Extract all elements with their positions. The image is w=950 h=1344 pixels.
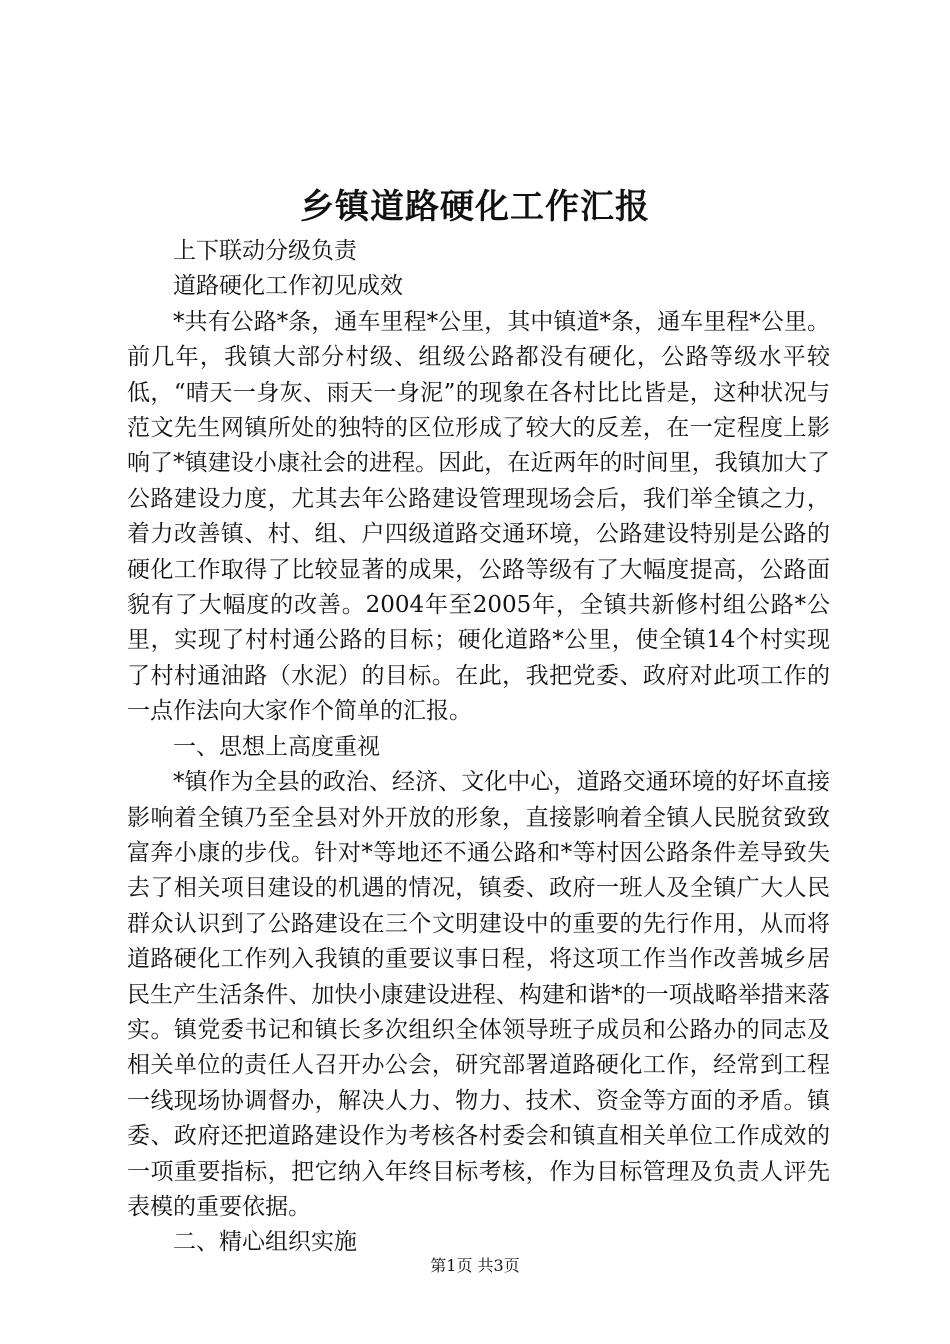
subtitle-line-1: 上下联动分级负责 (173, 238, 357, 264)
document-title: 乡镇道路硬化工作汇报 (300, 187, 650, 227)
page-footer: 第1页 共3页 (430, 1256, 520, 1275)
paragraph-intro: *共有公路*条，通车里程*公里，其中镇道*条，通车里程*公里。前几年，我镇大部分村级、组级公路都没有硬化，公路等级水平较低，“晴天一身灰、雨天一身泥”的现象在各村比比皆是，这种状况与范文先生网镇所处的独特的区位形成了较大的反差，在一定程度上影响了*镇建设小康社会的进程。因此，在近两年的时间里，我镇加大了公路建设力度，尤其去年公路建设管理现场会后，我们举全镇之力，着力改善镇、村、组、户四级道路交通环境，公路建设特别是公路的硬化工作取得了比较显著的成果，公路等级有了大幅度提高，公路面貌有了大幅度的改善。2004年至2005年，全镇共新修村组公路*公里，实现了村村通公路的目标；硬化道路*公里，使全镇14个村实现了村村通油路（水泥）的目标。在此，我把党委、政府对此项工作的一点作法向大家作个简单的汇报。 (127, 308, 830, 725)
section-heading-1: 一、思想上高度重视 (173, 733, 380, 760)
document-body (127, 234, 830, 1261)
section-heading-2: 二、精心组织实施 (173, 1229, 357, 1256)
paragraph-section-1: *镇作为全县的政治、经济、文化中心，道路交通环境的好坏直接影响着全镇乃至全县对外开放的形象，直接影响着全镇人民脱贫致致富奔小康的步伐。针对*等地还不通公路和*等村因公路条件差导致失去了相关项目建设的机遇的情况，镇委、政府一班人及全镇广大人民群众认识到了公路建设在三个文明建设中的重要的先行作用，从而将道路硬化工作列入我镇的重要议事日程，将这项工作当作改善城乡居民生产生活条件、加快小康建设进程、构建和谐*的一项战略举措来落实。镇党委书记和镇长多次组织全体领导班子成员和公路办的同志及相关单位的责任人召开办公会，研究部署道路硬化工作，经常到工程一线现场协调督办，解决人力、物力、技术、资金等方面的矛盾。镇委、政府还把道路建设作为考核各村委会和镇直相关单位工作成效的一项重要指标，把它纳入年终目标考核，作为目标管理及负责人评先表模的重要依据。 (127, 769, 830, 1220)
subtitle-line-2: 道路硬化工作初见成效 (173, 273, 403, 300)
